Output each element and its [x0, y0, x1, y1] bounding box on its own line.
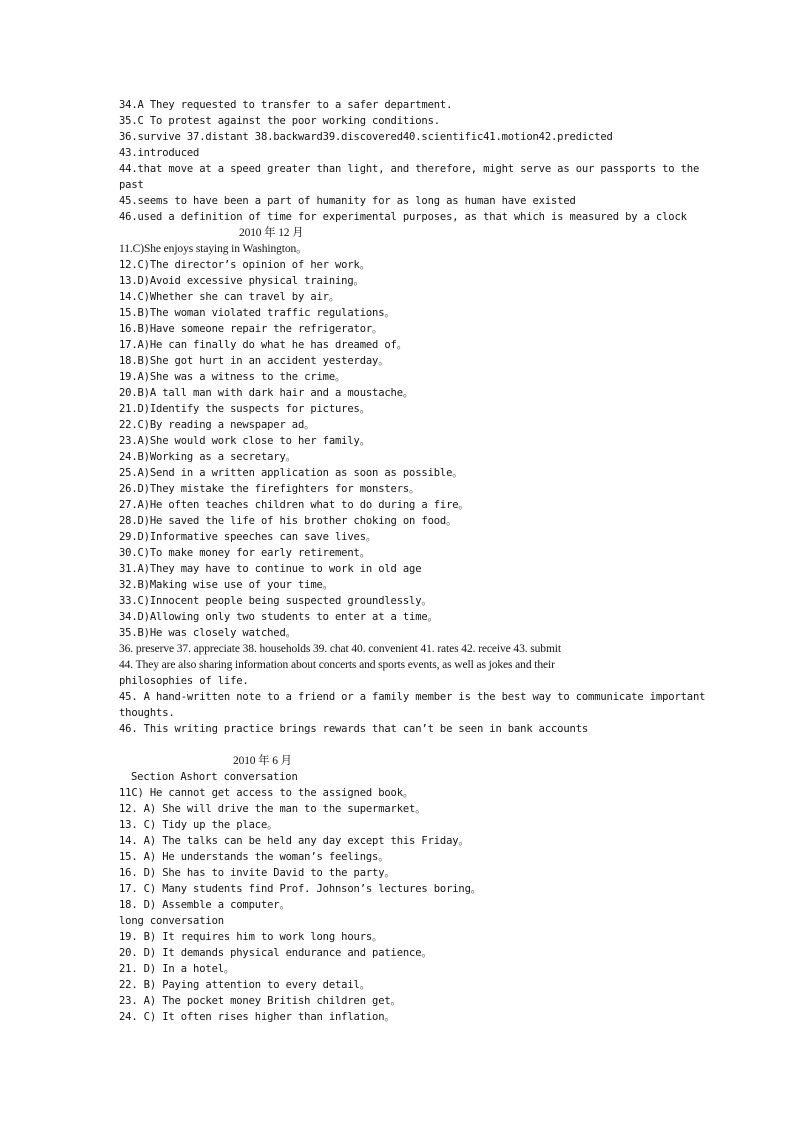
text-line: 19.A)She was a witness to the crime。: [119, 371, 346, 383]
text-line: 45. A hand-written note to a friend or a family member is the best way to communicate important: [119, 691, 706, 703]
text-line: 20. D) It demands physical endurance and patience。: [119, 947, 432, 959]
text-line: 11C) He cannot get access to the assigned book。: [119, 787, 414, 799]
section-heading: 2010 年 6 月: [233, 755, 292, 767]
text-line: 36.survive 37.distant 38.backward39.discovered40.scientific41.motion42.predicted: [119, 131, 613, 143]
section-heading: 2010 年 12 月: [239, 227, 304, 239]
text-line: 18.B)She got hurt in an accident yesterday。: [119, 355, 389, 367]
text-line: 24. C) It often rises higher than inflation。: [119, 1011, 395, 1023]
text-line: 46. This writing practice brings rewards that can’t be seen in bank accounts: [119, 723, 589, 735]
text-line: 32.B)Making wise use of your time。: [119, 579, 334, 591]
text-line: 21.D)Identify the suspects for pictures。: [119, 403, 371, 415]
text-line: 31.A)They may have to continue to work in old age: [119, 563, 422, 575]
text-line: 17.A)He can finally do what he has dreamed of。: [119, 339, 408, 351]
text-line: philosophies of life.: [119, 675, 249, 687]
text-line: thoughts.: [119, 707, 175, 719]
text-line: 28.D)He saved the life of his brother choking on food。: [119, 515, 457, 527]
text-line: 29.D)Informative speeches can save lives。: [119, 531, 377, 543]
text-line: 23. A) The pocket money British children get。: [119, 995, 401, 1007]
text-line: 33.C)Innocent people being suspected groundlessly。: [119, 595, 432, 607]
document-page: [119, 97, 706, 1025]
text-line: 44.that move at a speed greater than light, and therefore, might serve as our passports to the: [119, 163, 700, 175]
text-line: 18. D) Assemble a computer。: [119, 899, 290, 911]
text-line: 27.A)He often teaches children what to do during a fire。: [119, 499, 469, 511]
text-line: 15. A) He understands the woman’s feelings。: [119, 851, 389, 863]
text-line: 20.B)A tall man with dark hair and a moustache。: [119, 387, 414, 399]
text-line: 19. B) It requires him to work long hours。: [119, 931, 383, 943]
text-line: 16.B)Have someone repair the refrigerator。: [119, 323, 383, 335]
text-line: 12. A) She will drive the man to the supermarket。: [119, 803, 426, 815]
text-line: 34.D)Allowing only two students to enter at a time。: [119, 611, 438, 623]
text-line: 23.A)She would work close to her family。: [119, 435, 371, 447]
text-line: 35.B)He was closely watched。: [119, 627, 296, 639]
text-line: 35.C To protest against the poor working conditions.: [119, 115, 440, 127]
text-line: 25.A)Send in a written application as soon as possible。: [119, 467, 463, 479]
text-line: 17. C) Many students find Prof. Johnson’s lectures boring。: [119, 883, 482, 895]
text-line: 16. D) She has to invite David to the party。: [119, 867, 395, 879]
text-line: 13. C) Tidy up the place。: [119, 819, 278, 831]
text-line: 14. A) The talks can be held any day except this Friday。: [119, 835, 469, 847]
text-line: 45.seems to have been a part of humanity for as long as human have existed: [119, 195, 576, 207]
text-line: 24.B)Working as a secretary。: [119, 451, 296, 463]
text-line: 43.introduced: [119, 147, 200, 159]
text-line: 36. preserve 37. appreciate 38. households 39. chat 40. convenient 41. rates 42. receive 43. submit: [119, 643, 561, 655]
text-line: 46.used a definition of time for experimental purposes, as that which is measured by a clock: [119, 211, 687, 223]
text-line: 30.C)To make money for early retirement。: [119, 547, 371, 559]
text-line: past: [119, 179, 144, 191]
text-line: 12.C)The director’s opinion of her work。: [119, 259, 371, 271]
text-line: 13.D)Avoid excessive physical training。: [119, 275, 364, 287]
text-line: 34.A They requested to transfer to a safer department.: [119, 99, 453, 111]
text-line: 22. B) Paying attention to every detail。: [119, 979, 371, 991]
text-line: 14.C)Whether she can travel by air。: [119, 291, 340, 303]
text-line: [119, 737, 679, 753]
text-line: long conversation: [119, 915, 224, 927]
text-line: 44. They are also sharing information about concerts and sports events, as well as jokes and their: [119, 659, 555, 671]
text-line: Section Ashort conversation: [131, 771, 298, 783]
text-line: 22.C)By reading a newspaper ad。: [119, 419, 315, 431]
text-line: 11.C)She enjoys staying in Washington。: [119, 243, 308, 255]
text-line: 15.B)The woman violated traffic regulations。: [119, 307, 395, 319]
text-line: 21. D) In a hotel。: [119, 963, 235, 975]
text-line: 26.D)They mistake the firefighters for monsters。: [119, 483, 420, 495]
